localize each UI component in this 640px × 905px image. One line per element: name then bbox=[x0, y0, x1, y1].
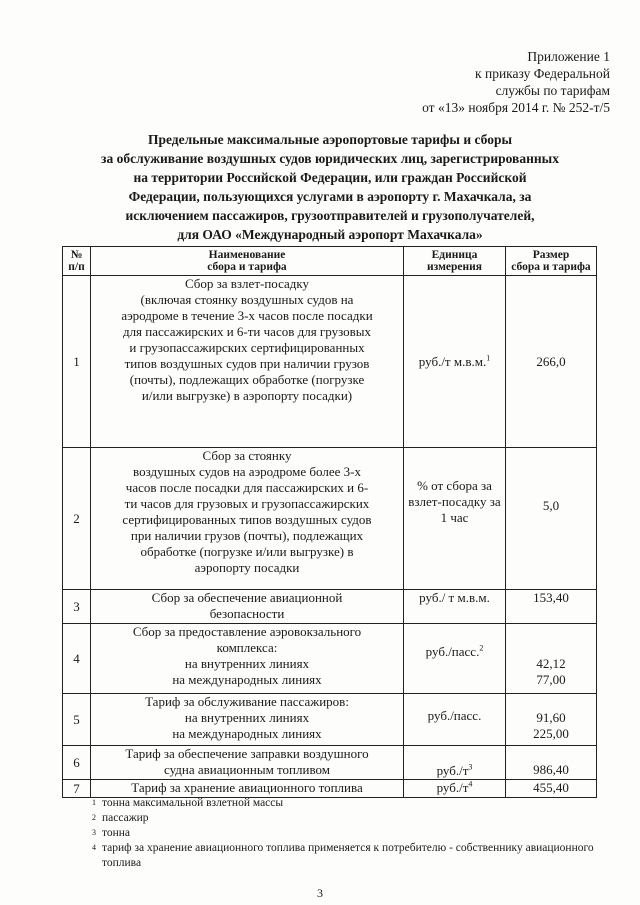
row-unit: % от сбора за взлет-посадку за 1 час bbox=[404, 448, 506, 590]
row-size: 153,40 bbox=[506, 590, 597, 624]
row-name: Тариф за обслуживание пассажиров: на внутренних линиях на международных линиях bbox=[91, 694, 404, 746]
appendix-line: от «13» ноября 2014 г. № 252-т/5 bbox=[422, 100, 610, 115]
appendix-line: службы по тарифам bbox=[495, 83, 610, 98]
row-name: Сбор за стоянку воздушных судов на аэродроме более 3-х часов после посадки для пассажирских и 6- ти часов для грузовых и грузопассажирских сертифицированных типов воздушных судов при наличии грузов (почты), подлежащих обработке (погрузке и/или выгрузке) в аэропорту посадки bbox=[91, 448, 404, 590]
header-name: Наименование сбора и тарифа bbox=[91, 247, 404, 276]
footnotes bbox=[92, 796, 600, 871]
footnote: 3 тонна bbox=[92, 827, 131, 839]
table-row bbox=[63, 780, 597, 798]
row-size: 5,0 bbox=[506, 448, 597, 590]
row-unit: $руб./т^4$ bbox=[404, 780, 506, 798]
title-line: исключением пассажиров, грузоотправителей и грузополучателей, bbox=[125, 208, 535, 223]
row-size: 986,40 bbox=[506, 746, 597, 780]
table-header-row bbox=[63, 247, 597, 276]
row-name: Сбор за обеспечение авиационной безопасности bbox=[91, 590, 404, 624]
row-size: 455,40 bbox=[506, 780, 597, 798]
header-size: Размер сбора и тарифа bbox=[506, 247, 597, 276]
title-line: на территории Российской Федерации, или граждан Российской bbox=[133, 170, 527, 185]
row-unit: руб./пасс.$^2$ bbox=[404, 624, 506, 694]
title-line: Предельные максимальные аэропортовые тарифы и сборы bbox=[147, 132, 512, 147]
title-line: Федерации, пользующихся услугами в аэропорту г. Махачкала, за bbox=[128, 189, 532, 204]
row-num: 5 bbox=[63, 694, 91, 746]
row-name: Тариф за хранение авиационного топлива bbox=[91, 780, 404, 798]
header-num: № п/п bbox=[63, 247, 91, 276]
row-size: 42,12 77,00 bbox=[506, 624, 597, 694]
appendix-line: Приложение 1 bbox=[527, 49, 610, 64]
row-num: 2 bbox=[63, 448, 91, 590]
title-line: для ОАО «Международный аэропорт Махачкала» bbox=[177, 227, 483, 242]
footnote: 4 тариф за хранение авиационного топлива применяется к потребителю - собственнику авиационного топлива bbox=[92, 842, 594, 869]
table-row bbox=[63, 624, 597, 694]
table-row bbox=[63, 448, 597, 590]
table-row bbox=[63, 276, 597, 448]
appendix-line: к приказу Федеральной bbox=[475, 66, 610, 81]
table-row bbox=[63, 746, 597, 780]
footnote: 2 пассажир bbox=[92, 812, 149, 824]
footnote: 1 тонна максимальной взлетной массы bbox=[92, 797, 284, 809]
row-num: 3 bbox=[63, 590, 91, 624]
tariffs-table bbox=[62, 246, 597, 798]
table-row bbox=[63, 694, 597, 746]
row-name: Тариф за обеспечение заправки воздушного судна авиационным топливом bbox=[91, 746, 404, 780]
row-unit: руб./ т м.в.м. bbox=[404, 590, 506, 624]
header-unit: Единица измерения bbox=[404, 247, 506, 276]
row-num: 1 bbox=[63, 276, 91, 448]
appendix-header bbox=[422, 48, 610, 116]
page-number: 3 bbox=[317, 886, 323, 900]
row-unit: руб./пасс. bbox=[404, 694, 506, 746]
row-name: Сбор за взлет-посадку (включая стоянку воздушных судов на аэродроме в течение 3-х часов после посадки для пассажирских и 6-ти часов для грузовых и грузопассажирских сертифицированных типов воздушных судов при наличии грузов (почты), подлежащих обработке (погрузке и/или выгрузке) в аэропорту посадки) bbox=[91, 276, 404, 448]
title-line: за обслуживание воздушных судов юридических лиц, зарегистрированных bbox=[101, 151, 559, 166]
row-name: Сбор за предоставление аэровокзального комплекса: на внутренних линиях на международных линиях bbox=[91, 624, 404, 694]
row-num: 6 bbox=[63, 746, 91, 780]
document-title bbox=[60, 130, 600, 244]
row-num: 4 bbox=[63, 624, 91, 694]
row-unit: руб./т м.в.м.$^1$ bbox=[404, 276, 506, 448]
row-size: 91,60 225,00 bbox=[506, 694, 597, 746]
row-unit: $руб./т^3$ bbox=[404, 746, 506, 780]
table-row bbox=[63, 590, 597, 624]
row-size: 266,0 bbox=[506, 276, 597, 448]
row-num: 7 bbox=[63, 780, 91, 798]
